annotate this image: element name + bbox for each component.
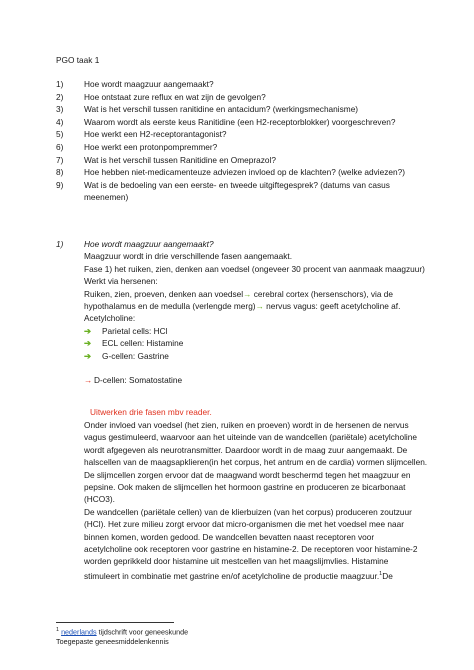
cell-bullet-list (84, 325, 456, 362)
list-item (84, 350, 456, 362)
question-number: 5) (56, 129, 64, 140)
question-text: Wat is de bedoeling van een eerste- en tweede uitgiftegesprek? (datums van casus (84, 179, 390, 190)
section-number: 1) (56, 239, 64, 249)
text-span: Ruiken, zien, proeven, denken aan voedsel (84, 288, 244, 299)
text-line (84, 300, 456, 312)
question-number: 7) (56, 154, 64, 165)
paragraph-line: worden geprikkeld door histamine uit mestcellen van het maagslijmvlies. Histamine (84, 556, 389, 567)
list-item (84, 374, 456, 386)
text-span: cerebral cortex (hersenschors), via de (251, 288, 394, 299)
question-number: 2) (56, 91, 64, 102)
footnote (56, 626, 188, 647)
text-line: Acetylcholine: (84, 313, 136, 324)
question-text: Wat is het verschil tussen ranitidine en antacidum? (werkingsmechanisme) (84, 104, 359, 115)
paragraph-line: Onder invloed van voedsel (het zien, ruiken en proeven) wordt in de hersenen de nervus (84, 419, 409, 430)
section-heading (56, 238, 456, 250)
paragraph-line: wordt afgegeven als neurotransmitter. Daardoor wordt in de maag zuur aangemaakt. De (84, 444, 408, 455)
right-arrow-icon: → (84, 375, 93, 386)
text-span: hypothalamus en de medulla (verlengde merg) (84, 301, 256, 312)
text-line (56, 568, 456, 582)
question-number: 4) (56, 116, 64, 127)
footnote-line: Toegepaste geneesmiddelenkennis (56, 636, 169, 646)
question-text: Hoe hebben niet-medicamenteuze adviezen invloed op de klachten? (welke adviezen?) (84, 167, 406, 178)
paragraph-line: De wandcellen (pariëtale cellen) van de klierbuizen (van het corpus) produceren zoutzuur (84, 506, 412, 517)
section-heading-text: Hoe wordt maagzuur aangemaakt? (84, 239, 214, 249)
question-text: Hoe werkt een H2-receptorantagonist? (84, 129, 227, 140)
paragraph-line: pepsine. Ook maken de slijmcellen het hormoon gastrine en produceren ze bicarbonaat (84, 481, 406, 492)
list-item (84, 325, 456, 337)
section-body (56, 250, 456, 386)
right-arrow-icon: → (255, 301, 264, 312)
footnote-line (56, 626, 188, 637)
question-number: 3) (56, 104, 64, 115)
question-item (56, 154, 456, 167)
question-item (56, 179, 456, 192)
question-text: Hoe wordt maagzuur aangemaakt? (84, 79, 214, 89)
question-item (56, 191, 456, 204)
text-span: De (382, 570, 393, 581)
text-span: nervus vagus: geeft acetylcholine af. (263, 301, 401, 312)
question-item (56, 141, 456, 154)
right-arrow-icon: → (243, 288, 252, 299)
body-paragraph (56, 419, 456, 568)
list-item-text: G-cellen: Gastrine (102, 350, 169, 361)
paragraph-line: vagus gestimuleerd, waarvoor aan het uiteinde van de wandcellen (pariëtale) acetylcholine (84, 432, 417, 443)
spacer (84, 362, 456, 374)
question-text: Hoe werkt een protonpompremmer? (84, 141, 218, 152)
footnote-text: tijdschrift voor geneeskunde (96, 627, 189, 637)
question-text: Waarom wordt als eerste keus Ranitidine (een H2-receptorblokker) voorgeschreven? (84, 116, 396, 127)
question-item (56, 128, 456, 141)
text-line (84, 288, 456, 300)
right-arrow-icon: ➔ (84, 325, 91, 336)
list-item (84, 337, 456, 349)
footnote-ref[interactable]: 1 (379, 570, 383, 577)
footnote-number: 1 (56, 627, 60, 633)
question-number: 6) (56, 141, 64, 152)
red-note: Uitwerken drie fasen mbv reader. (90, 407, 212, 418)
paragraph-line: De slijmcellen zorgen ervoor dat de maagwand wordt beschermd tegen het maagzuur en (84, 469, 411, 480)
text-line: Fase 1) het ruiken, zien, denken aan voedsel (ongeveer 30 procent van aanmaak maagzuur) (84, 263, 425, 274)
question-item (56, 78, 456, 91)
list-item-text: ECL cellen: Histamine (102, 338, 184, 349)
question-list (56, 78, 456, 204)
question-item (56, 166, 456, 179)
list-item-text: D-cellen: Somatostatine (94, 375, 183, 386)
document-title: PGO taak 1 (56, 55, 100, 65)
paragraph-line: (HCl). Het zure milieu zorgt ervoor dat micro-organismen die met het voedsel mee naar (84, 519, 405, 530)
question-number: 9) (56, 179, 64, 190)
right-arrow-icon: ➔ (84, 338, 91, 349)
text-line: Maagzuur wordt in drie verschillende fasen aangemaakt. (84, 251, 292, 262)
question-number: 8) (56, 167, 64, 178)
list-item-text: Parietal cells: HCl (102, 325, 168, 336)
question-item (56, 116, 456, 129)
footnote-link[interactable]: nederlands (61, 627, 97, 637)
question-item (56, 91, 456, 104)
paragraph-line: binnen komen, worden gedood. De wandcellen bevatten naast receptoren voor (84, 531, 375, 542)
question-text: Hoe ontstaat zure reflux en wat zijn de gevolgen? (84, 91, 266, 102)
paragraph-line: (HCO3). (84, 494, 115, 505)
text-span: stimuleert in combinatie met gastrine en/of acetylcholine de productie maagzuur. (84, 570, 380, 581)
paragraph-line: acetylcholine ook receptoren voor gastrine en histamine-2. De receptoren voor histamine-2 (84, 543, 418, 554)
spacer (56, 386, 456, 406)
question-text: Wat is het verschil tussen Ranitidine en Omeprazol? (84, 154, 276, 165)
footnote-separator (56, 622, 174, 623)
section-1 (56, 238, 456, 582)
question-number: 1) (56, 79, 64, 89)
text-line: Werkt via hersenen: (84, 276, 158, 287)
right-arrow-icon: ➔ (84, 350, 91, 361)
question-text: meenemen) (84, 192, 129, 203)
question-item (56, 103, 456, 116)
paragraph-line: halscellen van de maagsapklieren(in het corpus, het antrum en de cardia) vormen slijmcellen. (84, 457, 428, 468)
